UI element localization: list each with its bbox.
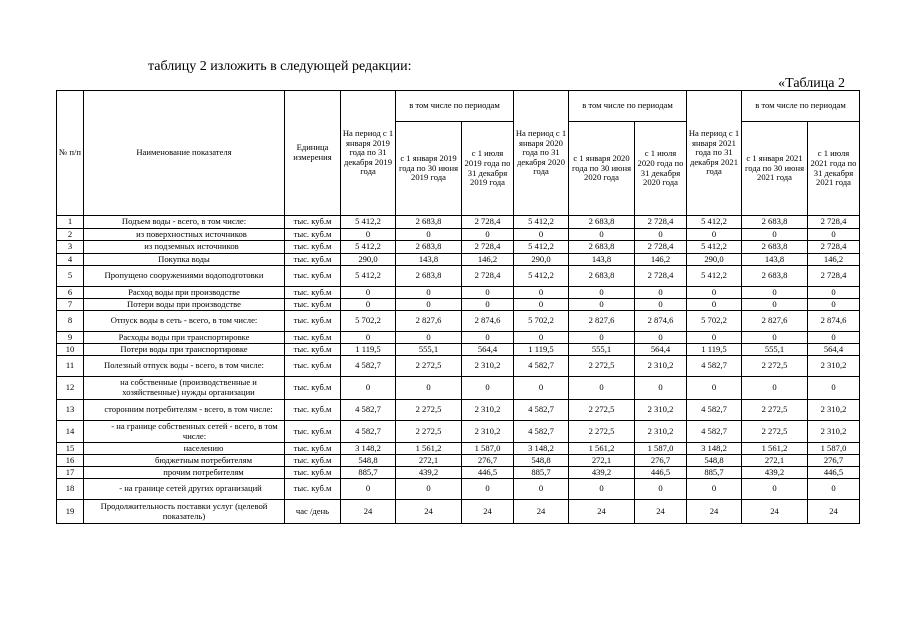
value-cell: 0 <box>514 229 569 241</box>
table-row <box>57 443 860 455</box>
value-cell: 885,7 <box>514 467 569 479</box>
value-cell: 0 <box>462 287 514 299</box>
value-cell: 146,2 <box>462 254 514 266</box>
row-number: 13 <box>57 400 84 421</box>
value-cell: 2 827,6 <box>569 311 635 332</box>
value-cell: 1 587,0 <box>635 443 687 455</box>
value-cell: 0 <box>635 287 687 299</box>
indicator-name: из подземных источников <box>84 241 285 254</box>
value-cell: 1 561,2 <box>742 443 808 455</box>
value-cell: 1 587,0 <box>462 443 514 455</box>
value-cell: 2 874,6 <box>808 311 860 332</box>
value-cell: 0 <box>514 479 569 500</box>
value-cell: 2 272,5 <box>742 356 808 377</box>
value-cell: 0 <box>341 287 396 299</box>
header-2019-h2: с 1 июля 2019 года по 31 декабря 2019 года <box>462 122 514 216</box>
value-cell: 564,4 <box>635 344 687 356</box>
value-cell: 2 272,5 <box>569 356 635 377</box>
row-number: 9 <box>57 332 84 344</box>
table-row <box>57 266 860 287</box>
row-number: 15 <box>57 443 84 455</box>
value-cell: 5 412,2 <box>341 241 396 254</box>
value-cell: 2 683,8 <box>742 241 808 254</box>
value-cell: 143,8 <box>742 254 808 266</box>
value-cell: 4 582,7 <box>687 421 742 443</box>
value-cell: 0 <box>742 229 808 241</box>
header-incl-2021: в том числе по периодам <box>742 91 860 122</box>
header-incl-2020: в том числе по периодам <box>569 91 687 122</box>
value-cell: 2 683,8 <box>742 266 808 287</box>
value-cell: 0 <box>462 299 514 311</box>
row-number: 7 <box>57 299 84 311</box>
value-cell: 0 <box>808 479 860 500</box>
value-cell: 3 148,2 <box>514 443 569 455</box>
value-cell: 2 272,5 <box>396 356 462 377</box>
unit-cell: тыс. куб.м <box>285 467 341 479</box>
value-cell: 0 <box>514 377 569 400</box>
value-cell: 0 <box>687 332 742 344</box>
value-cell: 0 <box>396 332 462 344</box>
unit-cell: час /день <box>285 500 341 524</box>
row-number: 18 <box>57 479 84 500</box>
value-cell: 1 119,5 <box>687 344 742 356</box>
value-cell: 0 <box>687 377 742 400</box>
indicator-name: Расходы воды при транспортировке <box>84 332 285 344</box>
table-row <box>57 500 860 524</box>
value-cell: 0 <box>808 299 860 311</box>
value-cell: 272,1 <box>569 455 635 467</box>
value-cell: 24 <box>341 500 396 524</box>
value-cell: 0 <box>742 287 808 299</box>
value-cell: 24 <box>635 500 687 524</box>
value-cell: 0 <box>341 479 396 500</box>
header-name: Наименование показателя <box>84 91 285 216</box>
header-2021-h1: с 1 января 2021 года по 30 июня 2021 года <box>742 122 808 216</box>
value-cell: 2 310,2 <box>635 400 687 421</box>
value-cell: 2 827,6 <box>742 311 808 332</box>
unit-cell: тыс. куб.м <box>285 287 341 299</box>
intro-text: таблицу 2 изложить в следующей редакции: <box>148 59 412 74</box>
indicator-name: бюджетным потребителям <box>84 455 285 467</box>
value-cell: 5 412,2 <box>341 216 396 229</box>
table-row <box>57 455 860 467</box>
value-cell: 2 272,5 <box>569 421 635 443</box>
value-cell: 4 582,7 <box>341 400 396 421</box>
value-cell: 276,7 <box>462 455 514 467</box>
table-row <box>57 216 860 229</box>
header-num: № п/п <box>57 91 84 216</box>
value-cell: 4 582,7 <box>341 421 396 443</box>
value-cell: 0 <box>462 479 514 500</box>
value-cell: 4 582,7 <box>514 421 569 443</box>
row-number: 4 <box>57 254 84 266</box>
value-cell: 564,4 <box>808 344 860 356</box>
row-number: 1 <box>57 216 84 229</box>
value-cell: 2 683,8 <box>396 216 462 229</box>
value-cell: 5 702,2 <box>514 311 569 332</box>
table-row <box>57 344 860 356</box>
value-cell: 5 412,2 <box>687 241 742 254</box>
value-cell: 0 <box>514 332 569 344</box>
value-cell: 0 <box>687 287 742 299</box>
indicator-name: Расход воды при производстве <box>84 287 285 299</box>
value-cell: 2 272,5 <box>742 421 808 443</box>
unit-cell: тыс. куб.м <box>285 479 341 500</box>
value-cell: 24 <box>569 500 635 524</box>
table-row <box>57 377 860 400</box>
value-cell: 5 412,2 <box>514 216 569 229</box>
value-cell: 2 827,6 <box>396 311 462 332</box>
value-cell: 4 582,7 <box>514 400 569 421</box>
value-cell: 0 <box>341 299 396 311</box>
value-cell: 0 <box>462 377 514 400</box>
unit-cell: тыс. куб.м <box>285 216 341 229</box>
header-incl-2019: в том числе по периодам <box>396 91 514 122</box>
value-cell: 0 <box>635 299 687 311</box>
table-row <box>57 332 860 344</box>
value-cell: 0 <box>569 332 635 344</box>
value-cell: 0 <box>635 377 687 400</box>
value-cell: 143,8 <box>396 254 462 266</box>
row-number: 2 <box>57 229 84 241</box>
row-number: 16 <box>57 455 84 467</box>
value-cell: 5 412,2 <box>514 266 569 287</box>
value-cell: 2 310,2 <box>808 356 860 377</box>
value-cell: 272,1 <box>742 455 808 467</box>
value-cell: 555,1 <box>569 344 635 356</box>
value-cell: 0 <box>514 299 569 311</box>
unit-cell: тыс. куб.м <box>285 443 341 455</box>
value-cell: 2 728,4 <box>462 266 514 287</box>
value-cell: 0 <box>396 229 462 241</box>
row-number: 11 <box>57 356 84 377</box>
table-row <box>57 479 860 500</box>
value-cell: 555,1 <box>742 344 808 356</box>
value-cell: 0 <box>514 287 569 299</box>
value-cell: 2 683,8 <box>569 241 635 254</box>
value-cell: 290,0 <box>687 254 742 266</box>
value-cell: 1 119,5 <box>514 344 569 356</box>
indicator-name: Продолжительность поставки услуг (целевой показатель) <box>84 500 285 524</box>
value-cell: 0 <box>808 377 860 400</box>
header-period-2019: На период с 1 января 2019 года по 31 декабря 2019 года <box>341 91 396 216</box>
header-2019-h1: с 1 января 2019 года по 30 июня 2019 года <box>396 122 462 216</box>
value-cell: 290,0 <box>514 254 569 266</box>
table-title: «Таблица 2 <box>778 76 845 91</box>
value-cell: 0 <box>569 229 635 241</box>
value-cell: 276,7 <box>635 455 687 467</box>
value-cell: 5 412,2 <box>687 216 742 229</box>
row-number: 6 <box>57 287 84 299</box>
value-cell: 2 310,2 <box>808 421 860 443</box>
value-cell: 2 728,4 <box>462 216 514 229</box>
value-cell: 439,2 <box>396 467 462 479</box>
table-row <box>57 299 860 311</box>
value-cell: 0 <box>742 299 808 311</box>
value-cell: 2 728,4 <box>635 241 687 254</box>
value-cell: 3 148,2 <box>341 443 396 455</box>
table-row <box>57 400 860 421</box>
value-cell: 0 <box>687 299 742 311</box>
table-row <box>57 311 860 332</box>
table-row <box>57 229 860 241</box>
unit-cell: тыс. куб.м <box>285 229 341 241</box>
value-cell: 1 119,5 <box>341 344 396 356</box>
value-cell: 0 <box>396 287 462 299</box>
row-number: 19 <box>57 500 84 524</box>
value-cell: 548,8 <box>341 455 396 467</box>
value-cell: 1 587,0 <box>808 443 860 455</box>
value-cell: 4 582,7 <box>341 356 396 377</box>
header-period-2020: На период с 1 января 2020 года по 31 декабря 2020 года <box>514 91 569 216</box>
unit-cell: тыс. куб.м <box>285 455 341 467</box>
value-cell: 24 <box>687 500 742 524</box>
value-cell: 0 <box>635 479 687 500</box>
value-cell: 5 412,2 <box>514 241 569 254</box>
unit-cell: тыс. куб.м <box>285 421 341 443</box>
unit-cell: тыс. куб.м <box>285 311 341 332</box>
value-cell: 0 <box>341 229 396 241</box>
value-cell: 2 728,4 <box>808 241 860 254</box>
value-cell: 2 728,4 <box>462 241 514 254</box>
indicator-name: прочим потребителям <box>84 467 285 479</box>
value-cell: 446,5 <box>808 467 860 479</box>
row-number: 12 <box>57 377 84 400</box>
value-cell: 564,4 <box>462 344 514 356</box>
indicator-name: из поверхностных источников <box>84 229 285 241</box>
value-cell: 276,7 <box>808 455 860 467</box>
value-cell: 146,2 <box>635 254 687 266</box>
indicator-name: Покупка воды <box>84 254 285 266</box>
value-cell: 2 683,8 <box>742 216 808 229</box>
value-cell: 2 728,4 <box>808 266 860 287</box>
value-cell: 5 412,2 <box>341 266 396 287</box>
indicator-name: населению <box>84 443 285 455</box>
indicator-name: Полезный отпуск воды - всего, в том числе: <box>84 356 285 377</box>
value-cell: 24 <box>808 500 860 524</box>
value-cell: 5 702,2 <box>687 311 742 332</box>
value-cell: 2 310,2 <box>808 400 860 421</box>
header-2021-h2: с 1 июля 2021 года по 31 декабря 2021 года <box>808 122 860 216</box>
unit-cell: тыс. куб.м <box>285 344 341 356</box>
value-cell: 5 702,2 <box>341 311 396 332</box>
value-cell: 2 310,2 <box>635 356 687 377</box>
unit-cell: тыс. куб.м <box>285 299 341 311</box>
value-cell: 24 <box>462 500 514 524</box>
value-cell: 3 148,2 <box>687 443 742 455</box>
value-cell: 548,8 <box>514 455 569 467</box>
value-cell: 0 <box>396 377 462 400</box>
row-number: 5 <box>57 266 84 287</box>
water-balance-table <box>56 90 860 524</box>
value-cell: 2 310,2 <box>462 356 514 377</box>
value-cell: 2 683,8 <box>569 266 635 287</box>
value-cell: 2 272,5 <box>396 421 462 443</box>
indicator-name: Пропущено сооружениями водоподготовки <box>84 266 285 287</box>
value-cell: 446,5 <box>462 467 514 479</box>
unit-cell: тыс. куб.м <box>285 241 341 254</box>
row-number: 14 <box>57 421 84 443</box>
value-cell: 2 310,2 <box>462 400 514 421</box>
value-cell: 885,7 <box>341 467 396 479</box>
value-cell: 143,8 <box>569 254 635 266</box>
value-cell: 24 <box>742 500 808 524</box>
table-row <box>57 421 860 443</box>
value-cell: 555,1 <box>396 344 462 356</box>
value-cell: 0 <box>569 479 635 500</box>
row-number: 3 <box>57 241 84 254</box>
indicator-name: - на границе собственных сетей - всего, в том числе: <box>84 421 285 443</box>
value-cell: 0 <box>341 377 396 400</box>
value-cell: 2 728,4 <box>635 216 687 229</box>
unit-cell: тыс. куб.м <box>285 254 341 266</box>
value-cell: 0 <box>808 287 860 299</box>
value-cell: 0 <box>569 377 635 400</box>
value-cell: 0 <box>396 479 462 500</box>
value-cell: 0 <box>396 299 462 311</box>
value-cell: 0 <box>635 229 687 241</box>
value-cell: 0 <box>742 332 808 344</box>
value-cell: 2 272,5 <box>569 400 635 421</box>
value-cell: 0 <box>742 377 808 400</box>
unit-cell: тыс. куб.м <box>285 356 341 377</box>
unit-cell: тыс. куб.м <box>285 377 341 400</box>
value-cell: 885,7 <box>687 467 742 479</box>
indicator-name: Потери воды при производстве <box>84 299 285 311</box>
value-cell: 2 874,6 <box>635 311 687 332</box>
value-cell: 0 <box>569 299 635 311</box>
value-cell: 24 <box>514 500 569 524</box>
value-cell: 439,2 <box>569 467 635 479</box>
value-cell: 4 582,7 <box>687 356 742 377</box>
value-cell: 439,2 <box>742 467 808 479</box>
row-number: 8 <box>57 311 84 332</box>
value-cell: 2 728,4 <box>635 266 687 287</box>
value-cell: 0 <box>341 332 396 344</box>
value-cell: 2 683,8 <box>569 216 635 229</box>
value-cell: 4 582,7 <box>687 400 742 421</box>
value-cell: 272,1 <box>396 455 462 467</box>
value-cell: 0 <box>687 229 742 241</box>
table-row <box>57 356 860 377</box>
value-cell: 1 561,2 <box>569 443 635 455</box>
indicator-name: Отпуск воды в сеть - всего, в том числе: <box>84 311 285 332</box>
indicator-name: сторонним потребителям - всего, в том числе: <box>84 400 285 421</box>
unit-cell: тыс. куб.м <box>285 332 341 344</box>
value-cell: 2 874,6 <box>462 311 514 332</box>
indicator-name: Потери воды при транспортировке <box>84 344 285 356</box>
header-unit: Единица измерения <box>285 91 341 216</box>
row-number: 17 <box>57 467 84 479</box>
value-cell: 5 412,2 <box>687 266 742 287</box>
table-row <box>57 241 860 254</box>
value-cell: 2 310,2 <box>462 421 514 443</box>
value-cell: 0 <box>635 332 687 344</box>
row-number: 10 <box>57 344 84 356</box>
table-row <box>57 287 860 299</box>
unit-cell: тыс. куб.м <box>285 400 341 421</box>
unit-cell: тыс. куб.м <box>285 266 341 287</box>
value-cell: 0 <box>569 287 635 299</box>
header-2020-h2: с 1 июля 2020 года по 31 декабря 2020 года <box>635 122 687 216</box>
value-cell: 0 <box>808 229 860 241</box>
value-cell: 146,2 <box>808 254 860 266</box>
table-row <box>57 254 860 266</box>
value-cell: 2 310,2 <box>635 421 687 443</box>
indicator-name: Подъем воды - всего, в том числе: <box>84 216 285 229</box>
value-cell: 2 683,8 <box>396 266 462 287</box>
value-cell: 290,0 <box>341 254 396 266</box>
table-row <box>57 467 860 479</box>
value-cell: 1 561,2 <box>396 443 462 455</box>
value-cell: 24 <box>396 500 462 524</box>
value-cell: 0 <box>742 479 808 500</box>
value-cell: 2 272,5 <box>742 400 808 421</box>
value-cell: 2 728,4 <box>808 216 860 229</box>
indicator-name: - на границе сетей других организаций <box>84 479 285 500</box>
header-2020-h1: с 1 января 2020 года по 30 июня 2020 года <box>569 122 635 216</box>
value-cell: 0 <box>687 479 742 500</box>
value-cell: 0 <box>808 332 860 344</box>
value-cell: 0 <box>462 332 514 344</box>
value-cell: 446,5 <box>635 467 687 479</box>
value-cell: 2 272,5 <box>396 400 462 421</box>
indicator-name: на собственные (производственные и хозяйственные) нужды организации <box>84 377 285 400</box>
value-cell: 4 582,7 <box>514 356 569 377</box>
value-cell: 548,8 <box>687 455 742 467</box>
value-cell: 0 <box>462 229 514 241</box>
header-period-2021: На период с 1 января 2021 года по 31 декабря 2021 года <box>687 91 742 216</box>
value-cell: 2 683,8 <box>396 241 462 254</box>
